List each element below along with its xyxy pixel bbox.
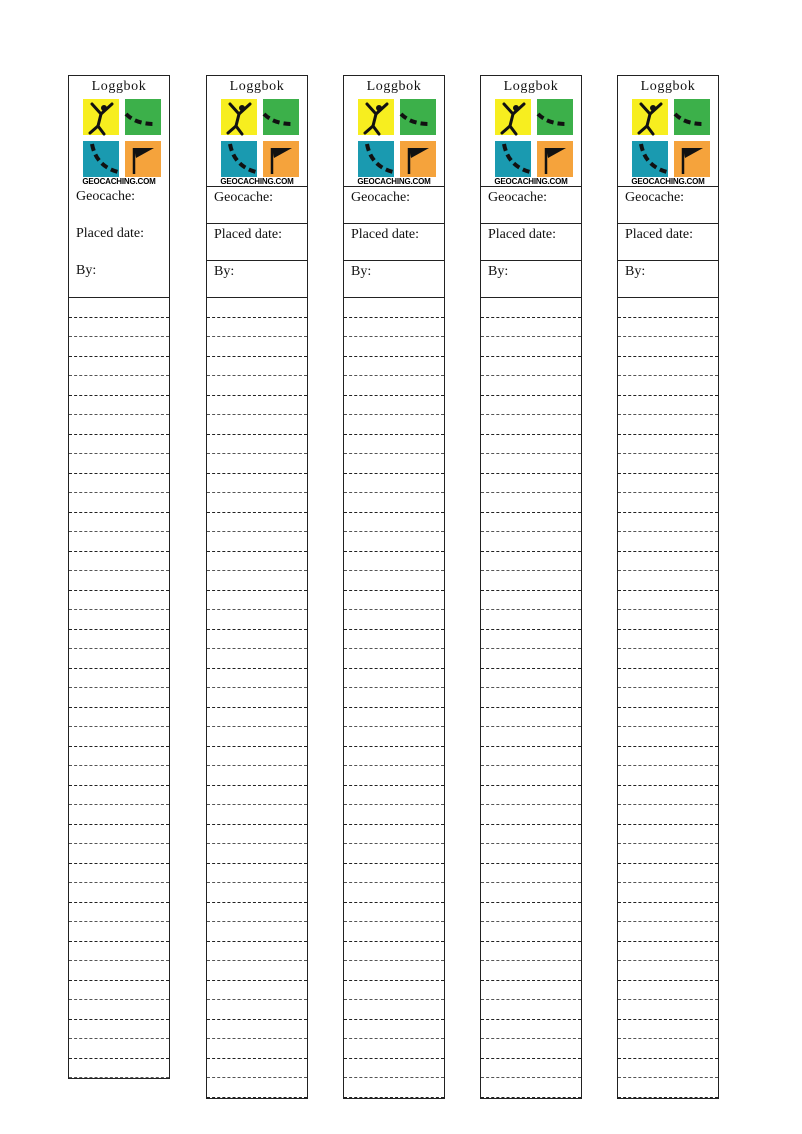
log-line	[618, 396, 718, 416]
log-line	[207, 454, 307, 474]
log-line	[207, 708, 307, 728]
log-line	[481, 747, 581, 767]
log-line	[207, 844, 307, 864]
log-line	[481, 825, 581, 845]
geocaching-logo-icon	[623, 96, 713, 186]
log-line	[481, 415, 581, 435]
log-line	[344, 318, 444, 338]
geocaching-logo-icon	[74, 96, 164, 186]
log-line	[344, 864, 444, 884]
log-line	[207, 805, 307, 825]
log-line	[69, 727, 169, 747]
by-field: By:	[76, 263, 97, 278]
log-line	[207, 961, 307, 981]
log-line	[344, 454, 444, 474]
log-line	[69, 357, 169, 377]
log-line	[69, 474, 169, 494]
log-line	[618, 415, 718, 435]
log-line	[344, 942, 444, 962]
log-line	[207, 688, 307, 708]
placed-date-field: Placed date:	[618, 223, 718, 260]
log-line	[207, 415, 307, 435]
log-line	[69, 961, 169, 981]
log-line	[207, 591, 307, 611]
log-line	[207, 298, 307, 318]
by-field: By:	[618, 260, 718, 297]
geocache-field: Geocache:	[344, 186, 444, 223]
log-line	[481, 1078, 581, 1098]
log-line	[481, 454, 581, 474]
log-line	[618, 337, 718, 357]
geocache-field: Geocache:	[481, 186, 581, 223]
log-line	[69, 571, 169, 591]
log-line	[344, 493, 444, 513]
log-line	[618, 786, 718, 806]
log-line	[618, 435, 718, 455]
log-line	[481, 337, 581, 357]
strip-title: Loggbok	[366, 79, 422, 94]
log-line	[69, 591, 169, 611]
log-line	[344, 376, 444, 396]
log-line	[344, 532, 444, 552]
log-line	[344, 552, 444, 572]
log-line	[618, 688, 718, 708]
log-line	[618, 903, 718, 923]
log-line	[344, 883, 444, 903]
log-line	[69, 630, 169, 650]
log-line	[69, 669, 169, 689]
log-line	[207, 357, 307, 377]
strip-title: Loggbok	[91, 79, 147, 94]
log-line	[618, 318, 718, 338]
log-line	[344, 825, 444, 845]
log-line	[481, 1000, 581, 1020]
log-line	[618, 571, 718, 591]
log-line	[207, 318, 307, 338]
log-line	[618, 1059, 718, 1079]
log-line	[69, 825, 169, 845]
log-line	[69, 766, 169, 786]
log-line	[618, 610, 718, 630]
log-line	[207, 942, 307, 962]
log-line	[344, 571, 444, 591]
log-line	[481, 903, 581, 923]
logo-text: GEOCACHING.COM	[631, 177, 705, 186]
log-line	[344, 844, 444, 864]
by-field: By:	[344, 260, 444, 297]
logbook-strip-1	[68, 75, 170, 1079]
log-line	[69, 376, 169, 396]
log-line	[481, 357, 581, 377]
log-line	[207, 1039, 307, 1059]
log-line	[618, 298, 718, 318]
log-line	[344, 786, 444, 806]
placed-date-field: Placed date:	[207, 223, 307, 260]
log-line	[618, 357, 718, 377]
log-line	[344, 396, 444, 416]
log-line	[618, 474, 718, 494]
log-line	[344, 1039, 444, 1059]
log-line	[207, 981, 307, 1001]
geocache-field: Geocache:	[618, 186, 718, 223]
strip-title: Loggbok	[229, 79, 285, 94]
logo-text: GEOCACHING.COM	[494, 177, 568, 186]
logo-text: GEOCACHING.COM	[220, 177, 294, 186]
log-line	[207, 513, 307, 533]
log-line	[344, 922, 444, 942]
log-line	[481, 552, 581, 572]
log-line	[618, 513, 718, 533]
log-lines-area	[344, 297, 444, 1098]
log-line	[69, 981, 169, 1001]
log-line	[69, 942, 169, 962]
log-line	[618, 883, 718, 903]
log-line	[481, 513, 581, 533]
log-line	[69, 513, 169, 533]
log-line	[69, 298, 169, 318]
log-line	[344, 1078, 444, 1098]
log-line	[69, 883, 169, 903]
log-line	[69, 922, 169, 942]
log-line	[481, 942, 581, 962]
log-line	[618, 747, 718, 767]
logbook-strip-2	[206, 75, 308, 1099]
log-line	[344, 1000, 444, 1020]
log-line	[69, 805, 169, 825]
log-line	[618, 1078, 718, 1098]
log-line	[618, 591, 718, 611]
log-line	[481, 1039, 581, 1059]
logbook-strip-3	[343, 75, 445, 1099]
placed-date-field: Placed date:	[344, 223, 444, 260]
log-line	[69, 1059, 169, 1079]
log-line	[344, 961, 444, 981]
log-line	[481, 571, 581, 591]
log-line	[207, 337, 307, 357]
log-line	[344, 591, 444, 611]
log-line	[69, 1000, 169, 1020]
log-line	[618, 669, 718, 689]
log-line	[69, 435, 169, 455]
log-line	[481, 844, 581, 864]
geocaching-logo-icon	[349, 96, 439, 186]
log-line	[69, 747, 169, 767]
log-line	[481, 864, 581, 884]
log-line	[481, 435, 581, 455]
log-line	[481, 883, 581, 903]
log-line	[344, 610, 444, 630]
log-line	[618, 922, 718, 942]
log-line	[481, 649, 581, 669]
log-line	[618, 864, 718, 884]
log-line	[207, 571, 307, 591]
log-line	[69, 903, 169, 923]
log-line	[69, 532, 169, 552]
log-lines-area	[481, 297, 581, 1098]
log-line	[207, 649, 307, 669]
log-line	[344, 474, 444, 494]
log-line	[207, 903, 307, 923]
log-line	[481, 376, 581, 396]
log-line	[481, 298, 581, 318]
log-line	[481, 591, 581, 611]
log-line	[207, 922, 307, 942]
log-line	[207, 766, 307, 786]
log-line	[618, 1000, 718, 1020]
log-line	[69, 786, 169, 806]
log-line	[481, 669, 581, 689]
log-line	[481, 1020, 581, 1040]
log-line	[481, 532, 581, 552]
logo-text: GEOCACHING.COM	[357, 177, 431, 186]
log-line	[481, 922, 581, 942]
log-line	[344, 298, 444, 318]
log-lines-area	[618, 297, 718, 1098]
log-line	[207, 1078, 307, 1098]
log-line	[207, 786, 307, 806]
log-line	[344, 415, 444, 435]
log-line	[618, 942, 718, 962]
log-line	[618, 1039, 718, 1059]
log-line	[618, 493, 718, 513]
log-line	[207, 727, 307, 747]
log-line	[69, 1020, 169, 1040]
log-line	[344, 1059, 444, 1079]
log-line	[481, 961, 581, 981]
log-line	[344, 747, 444, 767]
log-line	[69, 1039, 169, 1059]
log-lines-area	[69, 297, 169, 1078]
log-line	[481, 396, 581, 416]
log-line	[207, 1020, 307, 1040]
log-line	[69, 649, 169, 669]
log-line	[69, 396, 169, 416]
log-line	[207, 376, 307, 396]
log-line	[618, 981, 718, 1001]
log-line	[344, 649, 444, 669]
log-line	[69, 454, 169, 474]
log-line	[618, 552, 718, 572]
log-line	[481, 981, 581, 1001]
log-line	[344, 805, 444, 825]
log-line	[481, 766, 581, 786]
log-line	[69, 337, 169, 357]
log-line	[618, 649, 718, 669]
log-line	[207, 474, 307, 494]
log-line	[618, 454, 718, 474]
log-line	[69, 493, 169, 513]
log-line	[618, 805, 718, 825]
log-line	[344, 727, 444, 747]
log-line	[207, 883, 307, 903]
by-field: By:	[481, 260, 581, 297]
log-line	[69, 415, 169, 435]
log-line	[207, 532, 307, 552]
log-line	[207, 1059, 307, 1079]
log-line	[618, 961, 718, 981]
log-line	[618, 532, 718, 552]
log-line	[481, 786, 581, 806]
log-line	[207, 493, 307, 513]
log-lines-area	[207, 297, 307, 1098]
geocaching-logo-icon	[486, 96, 576, 186]
geocaching-logo-icon	[212, 96, 302, 186]
log-line	[69, 318, 169, 338]
log-line	[344, 357, 444, 377]
log-line	[481, 727, 581, 747]
log-line	[618, 1020, 718, 1040]
geocache-field: Geocache:	[207, 186, 307, 223]
log-line	[344, 513, 444, 533]
logbook-strip-5	[617, 75, 719, 1099]
log-line	[69, 610, 169, 630]
log-line	[207, 1000, 307, 1020]
strip-title: Loggbok	[640, 79, 696, 94]
log-line	[481, 630, 581, 650]
log-line	[481, 610, 581, 630]
log-line	[618, 630, 718, 650]
log-line	[69, 552, 169, 572]
log-line	[618, 708, 718, 728]
log-line	[618, 376, 718, 396]
log-line	[344, 708, 444, 728]
log-line	[344, 337, 444, 357]
log-line	[344, 903, 444, 923]
log-line	[618, 766, 718, 786]
log-line	[344, 766, 444, 786]
log-line	[481, 474, 581, 494]
log-line	[344, 435, 444, 455]
log-line	[344, 630, 444, 650]
placed-date-field: Placed date:	[76, 226, 145, 241]
log-line	[344, 669, 444, 689]
log-line	[69, 864, 169, 884]
log-line	[618, 727, 718, 747]
log-line	[207, 396, 307, 416]
log-line	[207, 864, 307, 884]
log-line	[207, 669, 307, 689]
log-line	[207, 747, 307, 767]
log-line	[481, 1059, 581, 1079]
log-line	[207, 630, 307, 650]
log-line	[344, 1020, 444, 1040]
placed-date-field: Placed date:	[481, 223, 581, 260]
log-line	[207, 435, 307, 455]
strip-title: Loggbok	[503, 79, 559, 94]
by-field: By:	[207, 260, 307, 297]
log-line	[69, 708, 169, 728]
logbook-strip-4	[480, 75, 582, 1099]
log-line	[481, 708, 581, 728]
log-line	[344, 688, 444, 708]
log-line	[69, 844, 169, 864]
log-line	[69, 688, 169, 708]
log-line	[207, 825, 307, 845]
log-line	[207, 610, 307, 630]
log-line	[481, 805, 581, 825]
log-line	[481, 493, 581, 513]
log-line	[481, 688, 581, 708]
geocache-field: Geocache:	[76, 189, 136, 204]
log-line	[207, 552, 307, 572]
log-line	[618, 844, 718, 864]
logo-text: GEOCACHING.COM	[82, 177, 156, 186]
log-line	[618, 825, 718, 845]
log-line	[344, 981, 444, 1001]
log-line	[481, 318, 581, 338]
